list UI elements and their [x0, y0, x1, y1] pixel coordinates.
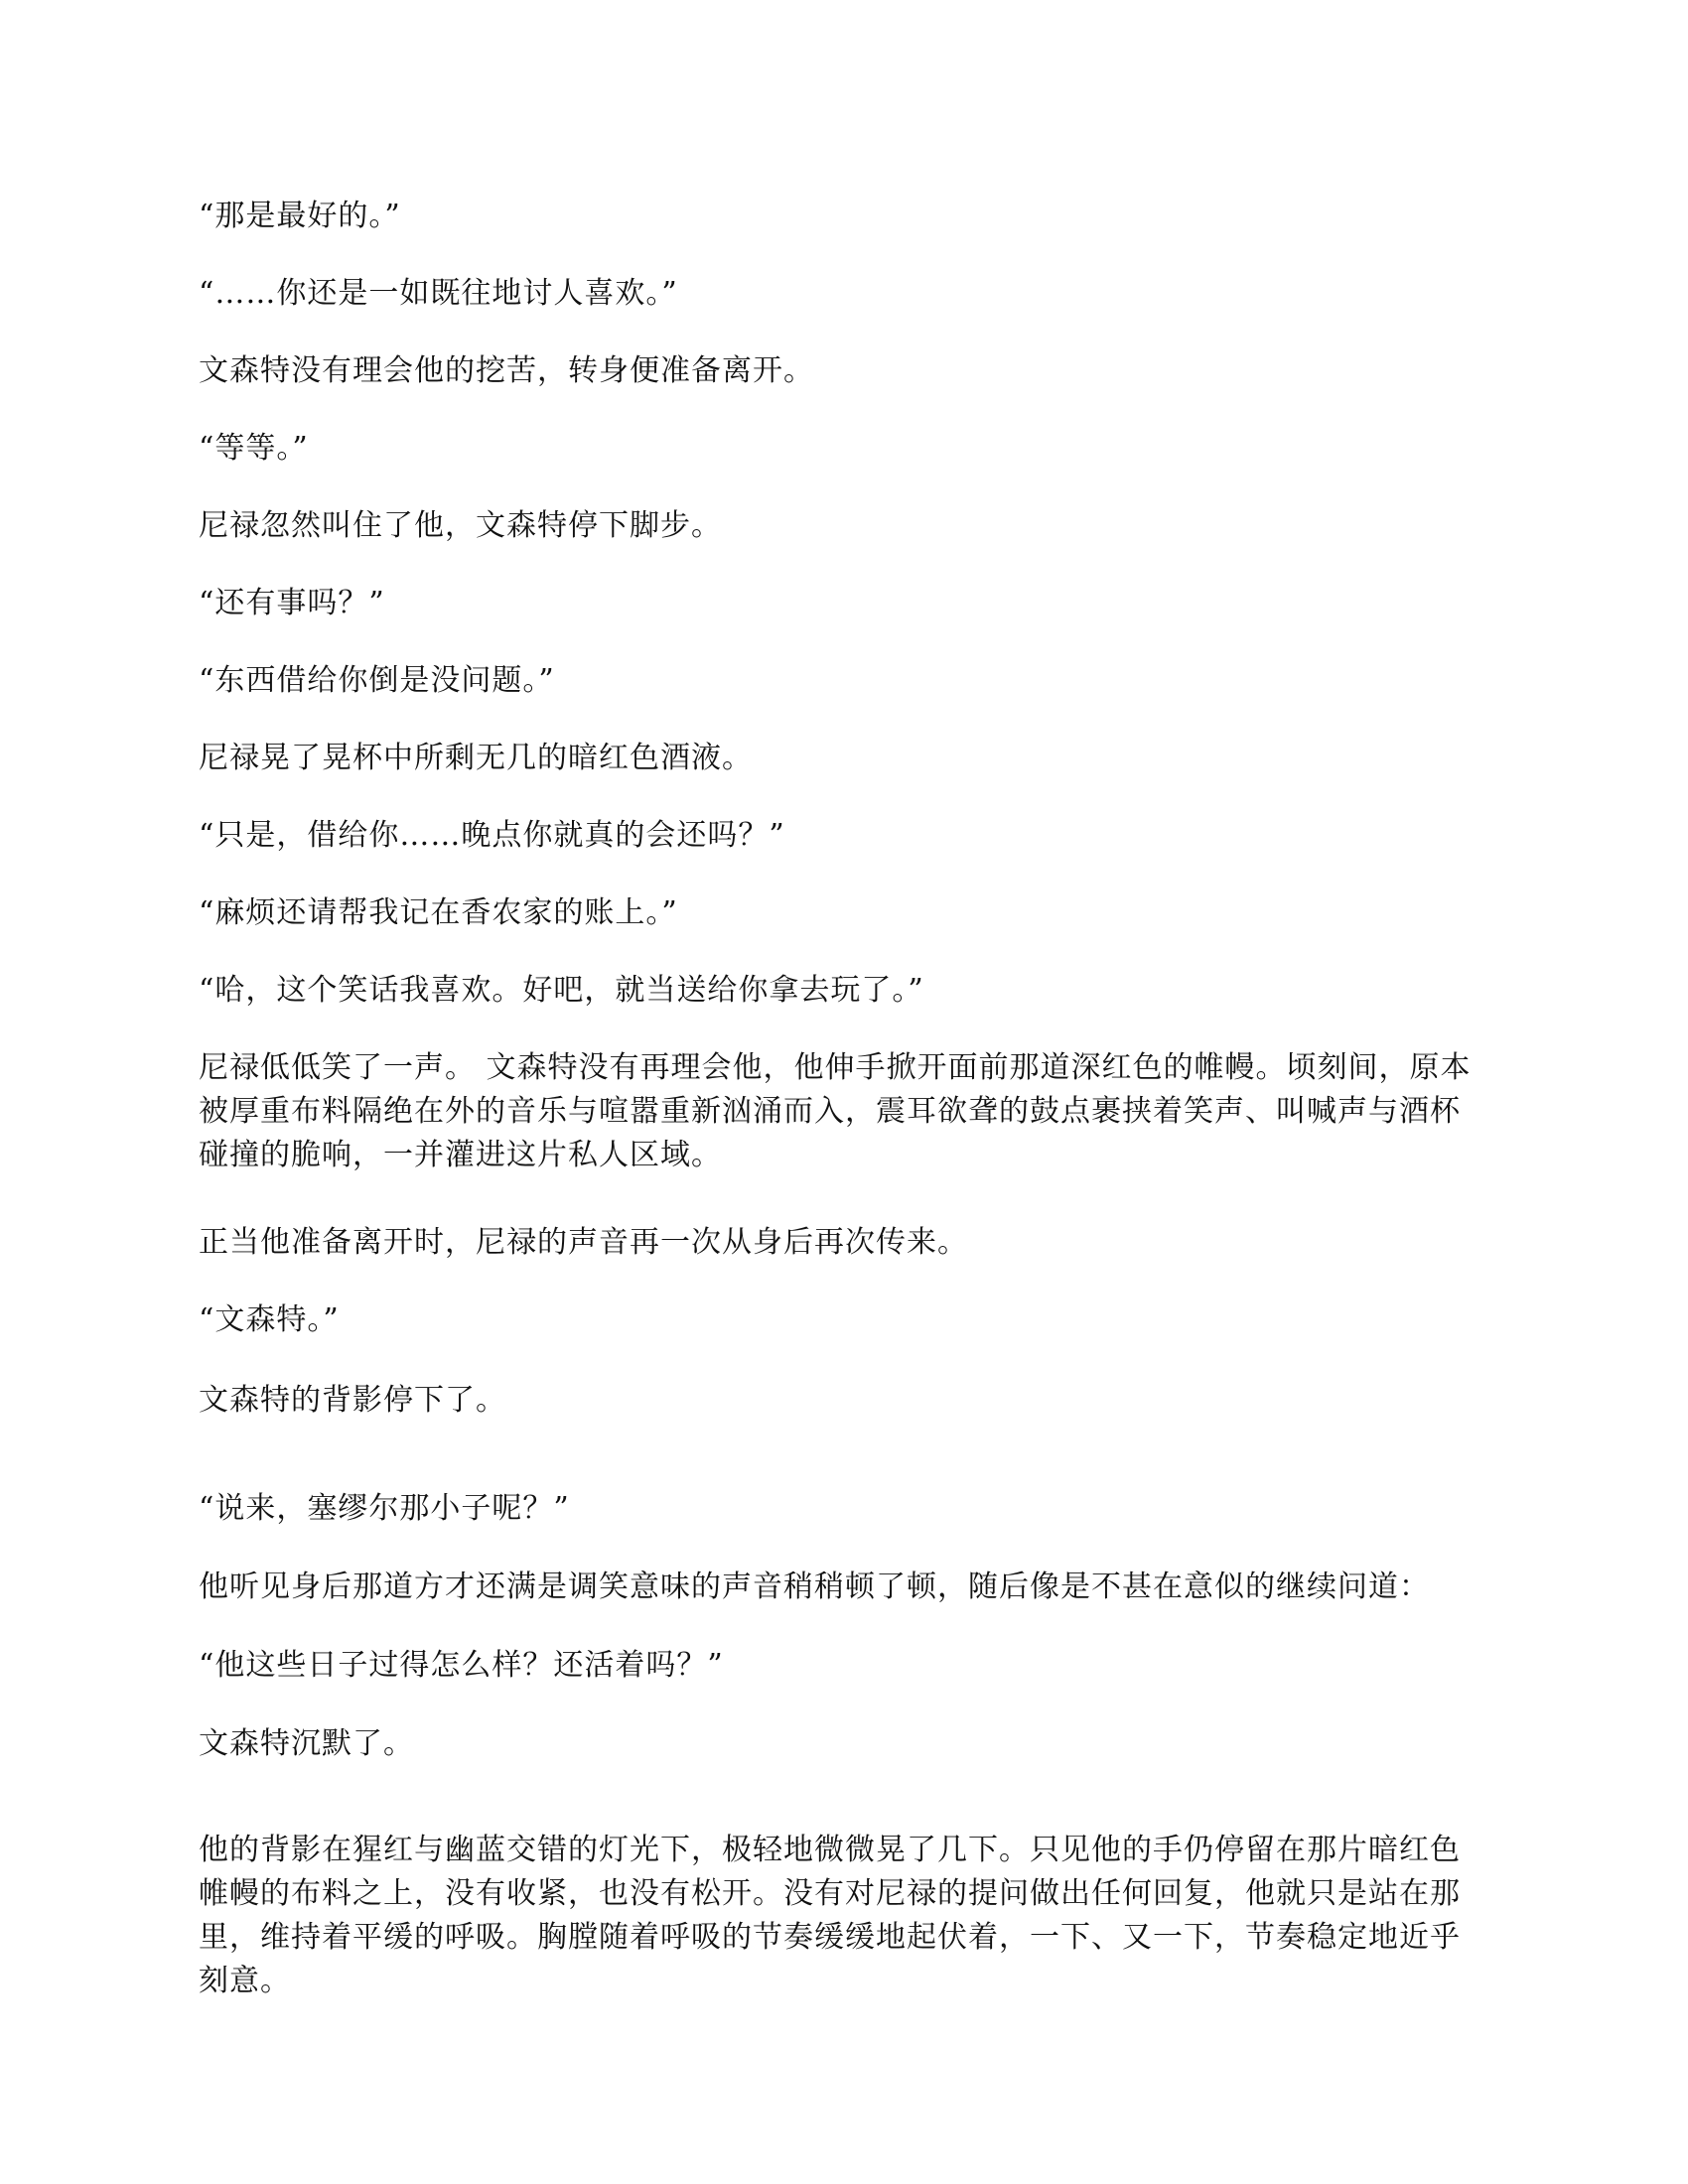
paragraph: “……你还是一如既往地讨人喜欢。”	[199, 276, 678, 311]
paragraph: “他这些日子过得怎么样？还活着吗？”	[199, 1648, 724, 1683]
paragraph: “麻烦还请帮我记在香农家的账上。”	[199, 895, 678, 930]
paragraph: “只是，借给你……晚点你就真的会还吗？”	[199, 818, 785, 853]
paragraph: “还有事吗？”	[199, 586, 385, 620]
paragraph: 正当他准备离开时，尼禄的声音再一次从身后再次传来。	[199, 1225, 968, 1260]
paragraph: “哈，这个笑话我喜欢。好吧，就当送给你拿去玩了。”	[199, 973, 924, 1008]
paragraph: 尼禄低低笑了一声。 文森特没有再理会他，他伸手掀开面前那道深红色的帷幔。顷刻间，原本被厚重布料隔绝在外的音乐与喧嚣重新汹涌而入，震耳欲聋的鼓点裹挟着笑声、叫喊声与酒杯碰撞的脆响，一并灌进这片私人区域。	[199, 1050, 1472, 1172]
paragraph: “说来，塞缪尔那小子呢？”	[199, 1491, 570, 1526]
paragraph: 文森特沉默了。	[199, 1726, 414, 1761]
paragraph: 他的背影在猩红与幽蓝交错的灯光下，极轻地微微晃了几下。只见他的手仍停留在那片暗红色帷幔的布料之上，没有收紧，也没有松开。没有对尼禄的提问做出任何回复，他就只是站在那里，维持着平缓的呼吸。胸膛随着呼吸的节奏缓缓地起伏着，一下、又一下，节奏稳定地近乎刻意。	[199, 1833, 1461, 1998]
paragraph: “那是最好的。”	[199, 199, 401, 233]
paragraph: 他听见身后那道方才还满是调笑意味的声音稍稍顿了顿，随后像是不甚在意似的继续问道：	[199, 1570, 1430, 1604]
paragraph: 文森特的背影停下了。	[199, 1383, 506, 1418]
paragraph: 尼禄忽然叫住了他，文森特停下脚步。	[199, 508, 722, 543]
paragraph: 尼禄晃了晃杯中所剩无几的暗红色酒液。	[199, 741, 753, 775]
paragraph: 文森特没有理会他的挖苦，转身便准备离开。	[199, 353, 814, 388]
paragraph: “东西借给你倒是没问题。”	[199, 663, 555, 698]
paragraph: “文森特。”	[199, 1302, 340, 1337]
paragraph: “等等。”	[199, 431, 309, 466]
